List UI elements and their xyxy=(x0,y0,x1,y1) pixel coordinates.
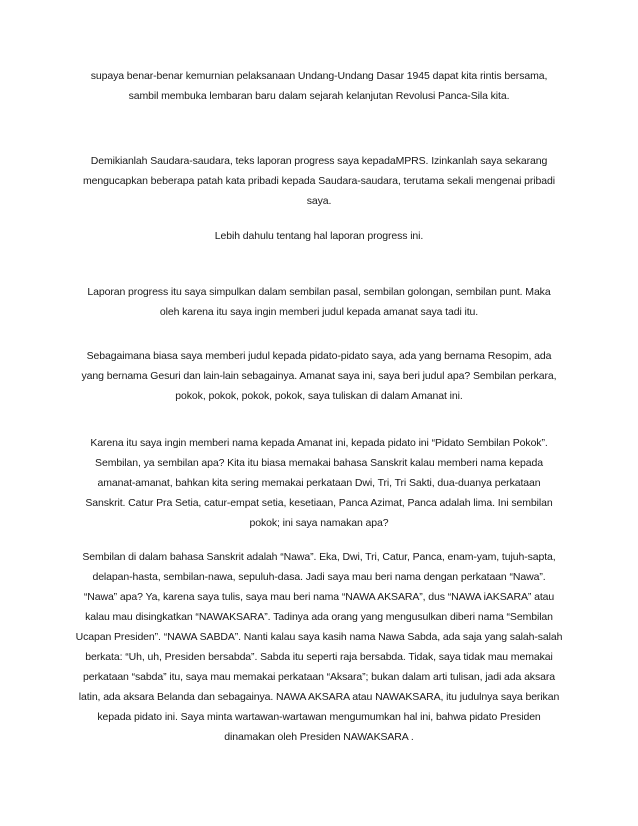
paragraph-2 xyxy=(64,151,574,211)
text-line: oleh karena itu saya ingin memberi judul kepada amanat saya tadi itu. xyxy=(159,306,479,318)
text-line: perkataan “sabda” itu, saya mau memakai perkataan “Aksara”; bukan dalam arti tulisan, jadi ada aksara xyxy=(83,671,555,683)
text-line: kepada pidato ini. Saya minta wartawan-wartawan mengumumkan hal ini, bahwa pidato Presiden xyxy=(97,711,541,723)
text-line: yang bernama Gesuri dan lain-lain sebagainya. Amanat saya ini, saya beri judul apa? Sembilan perkara, xyxy=(81,370,557,382)
text-line: Karena itu saya ingin memberi nama kepada Amanat ini, kepada pidato ini “Pidato Sembilan Pokok”. xyxy=(90,437,548,449)
text-line: Lebih dahulu tentang hal laporan progress ini. xyxy=(214,230,424,242)
text-line: pokok, pokok, pokok, pokok, saya tuliskan di dalam Amanat ini. xyxy=(175,390,463,402)
text-line: Sebagaimana biasa saya memberi judul kepada pidato-pidato saya, ada yang bernama Resopim, ada xyxy=(86,350,552,362)
text-line: Sanskrit. Catur Pra Setia, catur-empat setia, kesetiaan, Panca Azimat, Panca adalah lima. Ini sembilan xyxy=(85,497,553,509)
text-line: latin, ada aksara Belanda dan sebagainya. NAWA AKSARA atau NAWAKSARA, itu judulnya saya berikan xyxy=(78,691,560,703)
text-line: Sembilan di dalam bahasa Sanskrit adalah “Nawa”. Eka, Dwi, Tri, Catur, Panca, enam-yam, tujuh-sapta, xyxy=(82,551,556,563)
text-line: saya. xyxy=(306,195,332,207)
text-line: sambil membuka lembaran baru dalam sejarah kelanjutan Revolusi Panca-Sila kita. xyxy=(128,90,510,102)
text-line: pokok; ini saya namakan apa? xyxy=(249,517,389,529)
text-line: Laporan progress itu saya simpulkan dalam sembilan pasal, sembilan golongan, sembilan punt. Maka xyxy=(87,286,551,298)
text-line: mengucapkan beberapa patah kata pribadi kepada Saudara-saudara, terutama sekali mengenai pribadi xyxy=(83,175,555,187)
text-line: amanat-amanat, bahkan kita sering memakai perkataan Dwi, Tri, Tri Sakti, dua-duanya perkataan xyxy=(97,477,541,489)
paragraph-6 xyxy=(64,433,574,533)
paragraph-5 xyxy=(64,346,574,406)
text-line: “Nawa” apa? Ya, karena saya tulis, saya mau beri nama “NAWA AKSARA”, dus “NAWA iAKSARA” atau xyxy=(83,591,555,603)
paragraph-7 xyxy=(64,547,574,747)
text-line: Sembilan, ya sembilan apa? Kita itu biasa memakai bahasa Sanskrit kalau memberi nama kepada xyxy=(95,457,543,469)
text-line: dinamakan oleh Presiden NAWAKSARA . xyxy=(224,731,414,743)
text-line: delapan-hasta, sembilan-nawa, sepuluh-dasa. Jadi saya mau beri nama dengan perkataan “Nawa”. xyxy=(92,571,546,583)
paragraph-1 xyxy=(64,66,574,106)
text-line: supaya benar-benar kemurnian pelaksanaan Undang-Undang Dasar 1945 dapat kita rintis bersama, xyxy=(90,70,548,82)
text-line: Demikianlah Saudara-saudara, teks laporan progress saya kepadaMPRS. Izinkanlah saya sekarang xyxy=(90,155,548,167)
text-line: berkata: “Uh, uh, Presiden bersabda”. Sabda itu seperti raja bersabda. Tidak, saya tidak mau memakai xyxy=(85,651,553,663)
text-line: Ucapan Presiden”. “NAWA SABDA”. Nanti kalau saya kasih nama Nawa Sabda, ada saja yang salah-salah xyxy=(75,631,563,643)
paragraph-4 xyxy=(64,282,574,322)
text-line: kalau mau disingkatkan “NAWAKSARA”. Tadinya ada orang yang mengusulkan diberi nama “Sembilan xyxy=(85,611,553,623)
paragraph-3 xyxy=(64,226,574,246)
